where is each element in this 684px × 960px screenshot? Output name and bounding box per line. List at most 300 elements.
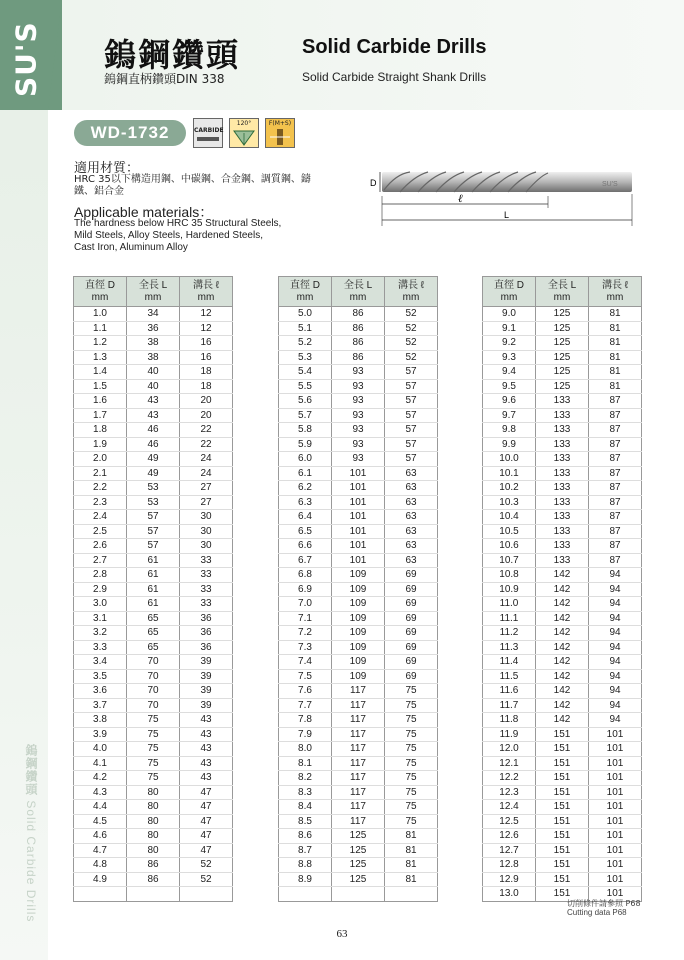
flute-cell: 52: [385, 350, 438, 365]
table-row: [74, 466, 233, 481]
diameter-cell: 1.3: [74, 350, 127, 365]
table-row: [279, 611, 438, 626]
subtitle-cn: 鎢鋼直柄鑽頭DIN 338: [104, 72, 225, 86]
flute-cell: 81: [589, 379, 642, 394]
table-row: [483, 437, 642, 452]
table-row: [279, 452, 438, 467]
tolerance-icon: [265, 118, 295, 148]
flute-cell: 101: [589, 887, 642, 902]
diameter-cell: 10.5: [483, 524, 536, 539]
table-row: [483, 481, 642, 496]
flute-cell: 87: [589, 539, 642, 554]
table-row: [483, 829, 642, 844]
length-cell: 80: [127, 814, 180, 829]
flute-cell: 101: [589, 756, 642, 771]
length-cell: 109: [332, 669, 385, 684]
size-table-3: [482, 276, 642, 902]
length-cell: 151: [536, 829, 589, 844]
length-cell: 86: [332, 336, 385, 351]
drill-diagram: [370, 168, 635, 228]
length-cell: 109: [332, 611, 385, 626]
length-cell: 101: [332, 539, 385, 554]
diameter-cell: 2.6: [74, 539, 127, 554]
length-cell: 151: [536, 756, 589, 771]
tab-notch: [48, 0, 62, 110]
length-cell: 142: [536, 611, 589, 626]
table-row: [74, 582, 233, 597]
diameter-cell: 11.4: [483, 655, 536, 670]
flute-cell: 47: [180, 800, 233, 815]
diameter-cell: 1.8: [74, 423, 127, 438]
tolerance-label: F(M+S): [268, 120, 292, 127]
materials-cn-text: HRC 35以下構造用鋼、中碳鋼、合金鋼、調質鋼、鑄鐵、鋁合金: [74, 174, 311, 197]
length-cell: 70: [127, 684, 180, 699]
flute-cell: 87: [589, 495, 642, 510]
length-cell: 151: [536, 771, 589, 786]
diameter-cell: 4.6: [74, 829, 127, 844]
table-row: [74, 684, 233, 699]
flute-cell: 43: [180, 756, 233, 771]
table-row: [279, 887, 438, 902]
flute-cell: 24: [180, 466, 233, 481]
diameter-cell: 10.9: [483, 582, 536, 597]
table-row: [74, 727, 233, 742]
flute-cell: 101: [589, 785, 642, 800]
table-row: [279, 800, 438, 815]
flute-cell: 101: [589, 800, 642, 815]
length-cell: 109: [332, 582, 385, 597]
length-cell: 49: [127, 466, 180, 481]
header-flute: 溝長 ℓ mm: [180, 277, 233, 307]
diameter-cell: 5.9: [279, 437, 332, 452]
flute-cell: 12: [180, 307, 233, 322]
diameter-cell: 12.9: [483, 872, 536, 887]
flute-cell: 81: [589, 350, 642, 365]
table-row: [74, 350, 233, 365]
flute-cell: 63: [385, 524, 438, 539]
flute-cell: 18: [180, 365, 233, 380]
table-row: [74, 539, 233, 554]
length-cell: 65: [127, 640, 180, 655]
length-cell: 46: [127, 437, 180, 452]
flute-cell: 81: [589, 365, 642, 380]
table-row: [279, 785, 438, 800]
table-row: [483, 452, 642, 467]
table-row: [279, 481, 438, 496]
table-row: [279, 858, 438, 873]
diameter-cell: 7.3: [279, 640, 332, 655]
flute-cell: 33: [180, 582, 233, 597]
length-cell: 86: [127, 858, 180, 873]
diameter-cell: 13.0: [483, 887, 536, 902]
diameter-cell: 6.8: [279, 568, 332, 583]
model-badge: WD-1732: [74, 120, 186, 146]
table-row: [279, 626, 438, 641]
flute-cell: 63: [385, 553, 438, 568]
length-cell: [127, 887, 180, 902]
diameter-cell: 12.6: [483, 829, 536, 844]
table-row: [279, 437, 438, 452]
flute-cell: 75: [385, 727, 438, 742]
table-row: [74, 829, 233, 844]
flute-cell: 63: [385, 481, 438, 496]
flute-cell: 75: [385, 771, 438, 786]
table-row: [483, 655, 642, 670]
diameter-cell: 9.6: [483, 394, 536, 409]
diameter-cell: 7.2: [279, 626, 332, 641]
diameter-cell: 4.0: [74, 742, 127, 757]
length-cell: 38: [127, 336, 180, 351]
carbide-label: CARBIDE: [194, 127, 224, 134]
diameter-cell: 5.8: [279, 423, 332, 438]
flute-cell: 87: [589, 408, 642, 423]
diameter-cell: 7.7: [279, 698, 332, 713]
diameter-cell: 8.0: [279, 742, 332, 757]
diameter-cell: 6.9: [279, 582, 332, 597]
table-row: [74, 553, 233, 568]
header-flute: 溝長 ℓ mm: [589, 277, 642, 307]
length-cell: 151: [536, 785, 589, 800]
flute-cell: 81: [589, 336, 642, 351]
length-cell: 70: [127, 698, 180, 713]
length-cell: 75: [127, 756, 180, 771]
flute-cell: 57: [385, 437, 438, 452]
length-cell: 46: [127, 423, 180, 438]
diameter-label: D: [370, 178, 377, 188]
length-cell: 80: [127, 800, 180, 815]
length-cell: 125: [536, 307, 589, 322]
diameter-cell: 9.0: [483, 307, 536, 322]
length-cell: 142: [536, 597, 589, 612]
table-row: [483, 843, 642, 858]
diameter-cell: 9.2: [483, 336, 536, 351]
flute-cell: 101: [589, 771, 642, 786]
diameter-cell: 1.4: [74, 365, 127, 380]
length-cell: 125: [536, 365, 589, 380]
title-en: Solid Carbide Drills: [302, 36, 487, 58]
diameter-cell: 4.7: [74, 843, 127, 858]
table-row: [74, 800, 233, 815]
diameter-cell: 12.4: [483, 800, 536, 815]
diameter-cell: 3.8: [74, 713, 127, 728]
length-cell: 93: [332, 408, 385, 423]
table-row: [279, 495, 438, 510]
diameter-cell: 6.3: [279, 495, 332, 510]
length-cell: 125: [536, 336, 589, 351]
length-cell: 117: [332, 814, 385, 829]
diameter-cell: 10.4: [483, 510, 536, 525]
length-cell: 117: [332, 684, 385, 699]
diameter-cell: 3.7: [74, 698, 127, 713]
diameter-cell: 4.1: [74, 756, 127, 771]
flute-cell: 33: [180, 553, 233, 568]
diameter-cell: 4.8: [74, 858, 127, 873]
flute-cell: 87: [589, 466, 642, 481]
length-cell: 93: [332, 394, 385, 409]
diameter-cell: 1.0: [74, 307, 127, 322]
diameter-cell: 2.2: [74, 481, 127, 496]
flute-cell: 81: [589, 321, 642, 336]
flute-cell: 52: [385, 307, 438, 322]
flute-cell: 75: [385, 756, 438, 771]
length-cell: 93: [332, 423, 385, 438]
table-row: [483, 568, 642, 583]
table-row: [279, 510, 438, 525]
length-cell: 40: [127, 365, 180, 380]
diameter-cell: 9.7: [483, 408, 536, 423]
flute-cell: 47: [180, 829, 233, 844]
diameter-cell: 12.0: [483, 742, 536, 757]
table-row: [279, 829, 438, 844]
flute-cell: 16: [180, 336, 233, 351]
flute-cell: 27: [180, 481, 233, 496]
diameter-cell: 9.4: [483, 365, 536, 380]
flute-cell: 69: [385, 669, 438, 684]
diameter-cell: 2.8: [74, 568, 127, 583]
diameter-cell: 5.7: [279, 408, 332, 423]
diameter-cell: 1.2: [74, 336, 127, 351]
length-cell: 101: [332, 524, 385, 539]
length-cell: [332, 887, 385, 902]
flute-cell: 36: [180, 640, 233, 655]
length-cell: 61: [127, 553, 180, 568]
table-row: [483, 495, 642, 510]
table-row: [483, 858, 642, 873]
table-row: [483, 597, 642, 612]
materials-en-heading: Applicable materials：: [74, 204, 214, 220]
table-row: [483, 713, 642, 728]
length-cell: 142: [536, 669, 589, 684]
length-cell: 57: [127, 539, 180, 554]
diameter-cell: 8.5: [279, 814, 332, 829]
length-cell: 75: [127, 742, 180, 757]
diameter-cell: 8.1: [279, 756, 332, 771]
diameter-cell: 4.9: [74, 872, 127, 887]
flute-cell: 101: [589, 814, 642, 829]
diameter-cell: 2.0: [74, 452, 127, 467]
table-row: [279, 756, 438, 771]
table-row: [483, 524, 642, 539]
tolerance-drill-icon: [266, 127, 294, 147]
flute-cell: 81: [589, 307, 642, 322]
length-cell: 43: [127, 394, 180, 409]
length-cell: 133: [536, 408, 589, 423]
header-length: 全長 L mm: [332, 277, 385, 307]
diameter-cell: 1.9: [74, 437, 127, 452]
flute-cell: 69: [385, 640, 438, 655]
size-table-1: [73, 276, 233, 902]
flute-cell: 43: [180, 742, 233, 757]
length-cell: 101: [332, 553, 385, 568]
length-cell: 117: [332, 785, 385, 800]
diameter-cell: 5.4: [279, 365, 332, 380]
diameter-cell: 12.3: [483, 785, 536, 800]
flute-cell: 94: [589, 568, 642, 583]
length-cell: 43: [127, 408, 180, 423]
table-row: [74, 394, 233, 409]
header-diameter: 直徑 D mm: [74, 277, 127, 307]
flute-cell: 94: [589, 611, 642, 626]
table-row: [279, 423, 438, 438]
header-diameter: 直徑 D mm: [279, 277, 332, 307]
flute-cell: [180, 887, 233, 902]
length-cell: 75: [127, 727, 180, 742]
flute-cell: 20: [180, 408, 233, 423]
table-row: [74, 858, 233, 873]
table-row: [279, 655, 438, 670]
diameter-cell: 4.2: [74, 771, 127, 786]
length-cell: 61: [127, 568, 180, 583]
table-row: [74, 698, 233, 713]
diameter-cell: 9.9: [483, 437, 536, 452]
table-row: [279, 524, 438, 539]
flute-cell: 47: [180, 814, 233, 829]
table-row: [483, 611, 642, 626]
length-cell: 151: [536, 727, 589, 742]
table-row: [483, 756, 642, 771]
length-cell: 86: [332, 350, 385, 365]
diameter-cell: 1.6: [74, 394, 127, 409]
carbide-bar: [197, 137, 219, 141]
length-cell: 125: [332, 858, 385, 873]
diameter-cell: 11.8: [483, 713, 536, 728]
flute-cell: 81: [385, 829, 438, 844]
flute-length-label: ℓ: [458, 192, 463, 205]
diameter-cell: 10.0: [483, 452, 536, 467]
length-cell: 109: [332, 655, 385, 670]
table-row: [483, 336, 642, 351]
side-caption-en: Solid Carbide Drills: [24, 800, 38, 923]
angle-drill-icon: [230, 127, 258, 147]
flute-cell: 22: [180, 423, 233, 438]
length-cell: 151: [536, 800, 589, 815]
table-row: [279, 553, 438, 568]
diameter-cell: 10.6: [483, 539, 536, 554]
length-cell: 125: [332, 829, 385, 844]
side-caption: [20, 744, 40, 922]
table-row: [74, 640, 233, 655]
table-row: [483, 466, 642, 481]
flute-cell: 30: [180, 524, 233, 539]
diameter-cell: 7.6: [279, 684, 332, 699]
flute-cell: 75: [385, 800, 438, 815]
flute-cell: 63: [385, 510, 438, 525]
table-row: [74, 742, 233, 757]
flute-cell: 87: [589, 510, 642, 525]
diameter-cell: 5.2: [279, 336, 332, 351]
diameter-cell: 2.4: [74, 510, 127, 525]
diameter-cell: [279, 887, 332, 902]
flute-cell: 87: [589, 524, 642, 539]
length-cell: 133: [536, 553, 589, 568]
flute-cell: 43: [180, 713, 233, 728]
table-row: [483, 539, 642, 554]
flute-cell: 18: [180, 379, 233, 394]
flute-cell: 30: [180, 510, 233, 525]
length-cell: 125: [536, 321, 589, 336]
diameter-cell: 3.1: [74, 611, 127, 626]
flute-cell: 81: [385, 872, 438, 887]
diameter-cell: 8.6: [279, 829, 332, 844]
length-cell: 151: [536, 843, 589, 858]
flute-cell: 94: [589, 640, 642, 655]
table-row: [483, 307, 642, 322]
length-cell: 151: [536, 872, 589, 887]
length-cell: 142: [536, 698, 589, 713]
diameter-cell: 2.3: [74, 495, 127, 510]
length-cell: 142: [536, 582, 589, 597]
length-cell: 133: [536, 481, 589, 496]
length-cell: 117: [332, 727, 385, 742]
length-cell: 133: [536, 510, 589, 525]
table-row: [74, 452, 233, 467]
diameter-cell: 11.5: [483, 669, 536, 684]
length-cell: 133: [536, 495, 589, 510]
length-cell: 142: [536, 626, 589, 641]
table-row: [74, 524, 233, 539]
diameter-cell: 8.9: [279, 872, 332, 887]
flute-cell: 81: [385, 858, 438, 873]
materials-en-text: [74, 218, 289, 254]
diameter-cell: 2.7: [74, 553, 127, 568]
table-row: [483, 365, 642, 380]
table-row: [483, 408, 642, 423]
flute-cell: 69: [385, 611, 438, 626]
table-row: [279, 568, 438, 583]
length-cell: 101: [332, 495, 385, 510]
length-cell: 133: [536, 524, 589, 539]
flute-cell: 101: [589, 843, 642, 858]
flute-cell: 30: [180, 539, 233, 554]
flute-cell: 52: [180, 858, 233, 873]
flute-cell: 75: [385, 814, 438, 829]
flute-cell: 22: [180, 437, 233, 452]
flute-cell: 69: [385, 568, 438, 583]
length-cell: 142: [536, 713, 589, 728]
table-row: [74, 481, 233, 496]
table-row: [74, 321, 233, 336]
length-cell: 151: [536, 814, 589, 829]
flute-cell: 63: [385, 539, 438, 554]
table-row: [74, 408, 233, 423]
flute-cell: 87: [589, 481, 642, 496]
flute-cell: 43: [180, 771, 233, 786]
flute-cell: 16: [180, 350, 233, 365]
flute-cell: 27: [180, 495, 233, 510]
length-cell: 117: [332, 771, 385, 786]
diameter-cell: 6.5: [279, 524, 332, 539]
length-cell: 109: [332, 626, 385, 641]
length-cell: 101: [332, 481, 385, 496]
length-cell: 93: [332, 379, 385, 394]
length-cell: 151: [536, 742, 589, 757]
length-cell: 36: [127, 321, 180, 336]
diameter-cell: 3.9: [74, 727, 127, 742]
length-cell: 80: [127, 829, 180, 844]
diameter-cell: 8.4: [279, 800, 332, 815]
table-row: [483, 350, 642, 365]
length-cell: 53: [127, 481, 180, 496]
table-row: [279, 727, 438, 742]
materials-cn-heading: 適用材質：: [74, 161, 140, 176]
table-row: [279, 365, 438, 380]
table-row: [483, 785, 642, 800]
flute-cell: 57: [385, 394, 438, 409]
diameter-cell: 8.7: [279, 843, 332, 858]
flute-cell: 81: [385, 843, 438, 858]
diameter-cell: 12.8: [483, 858, 536, 873]
length-cell: 86: [127, 872, 180, 887]
